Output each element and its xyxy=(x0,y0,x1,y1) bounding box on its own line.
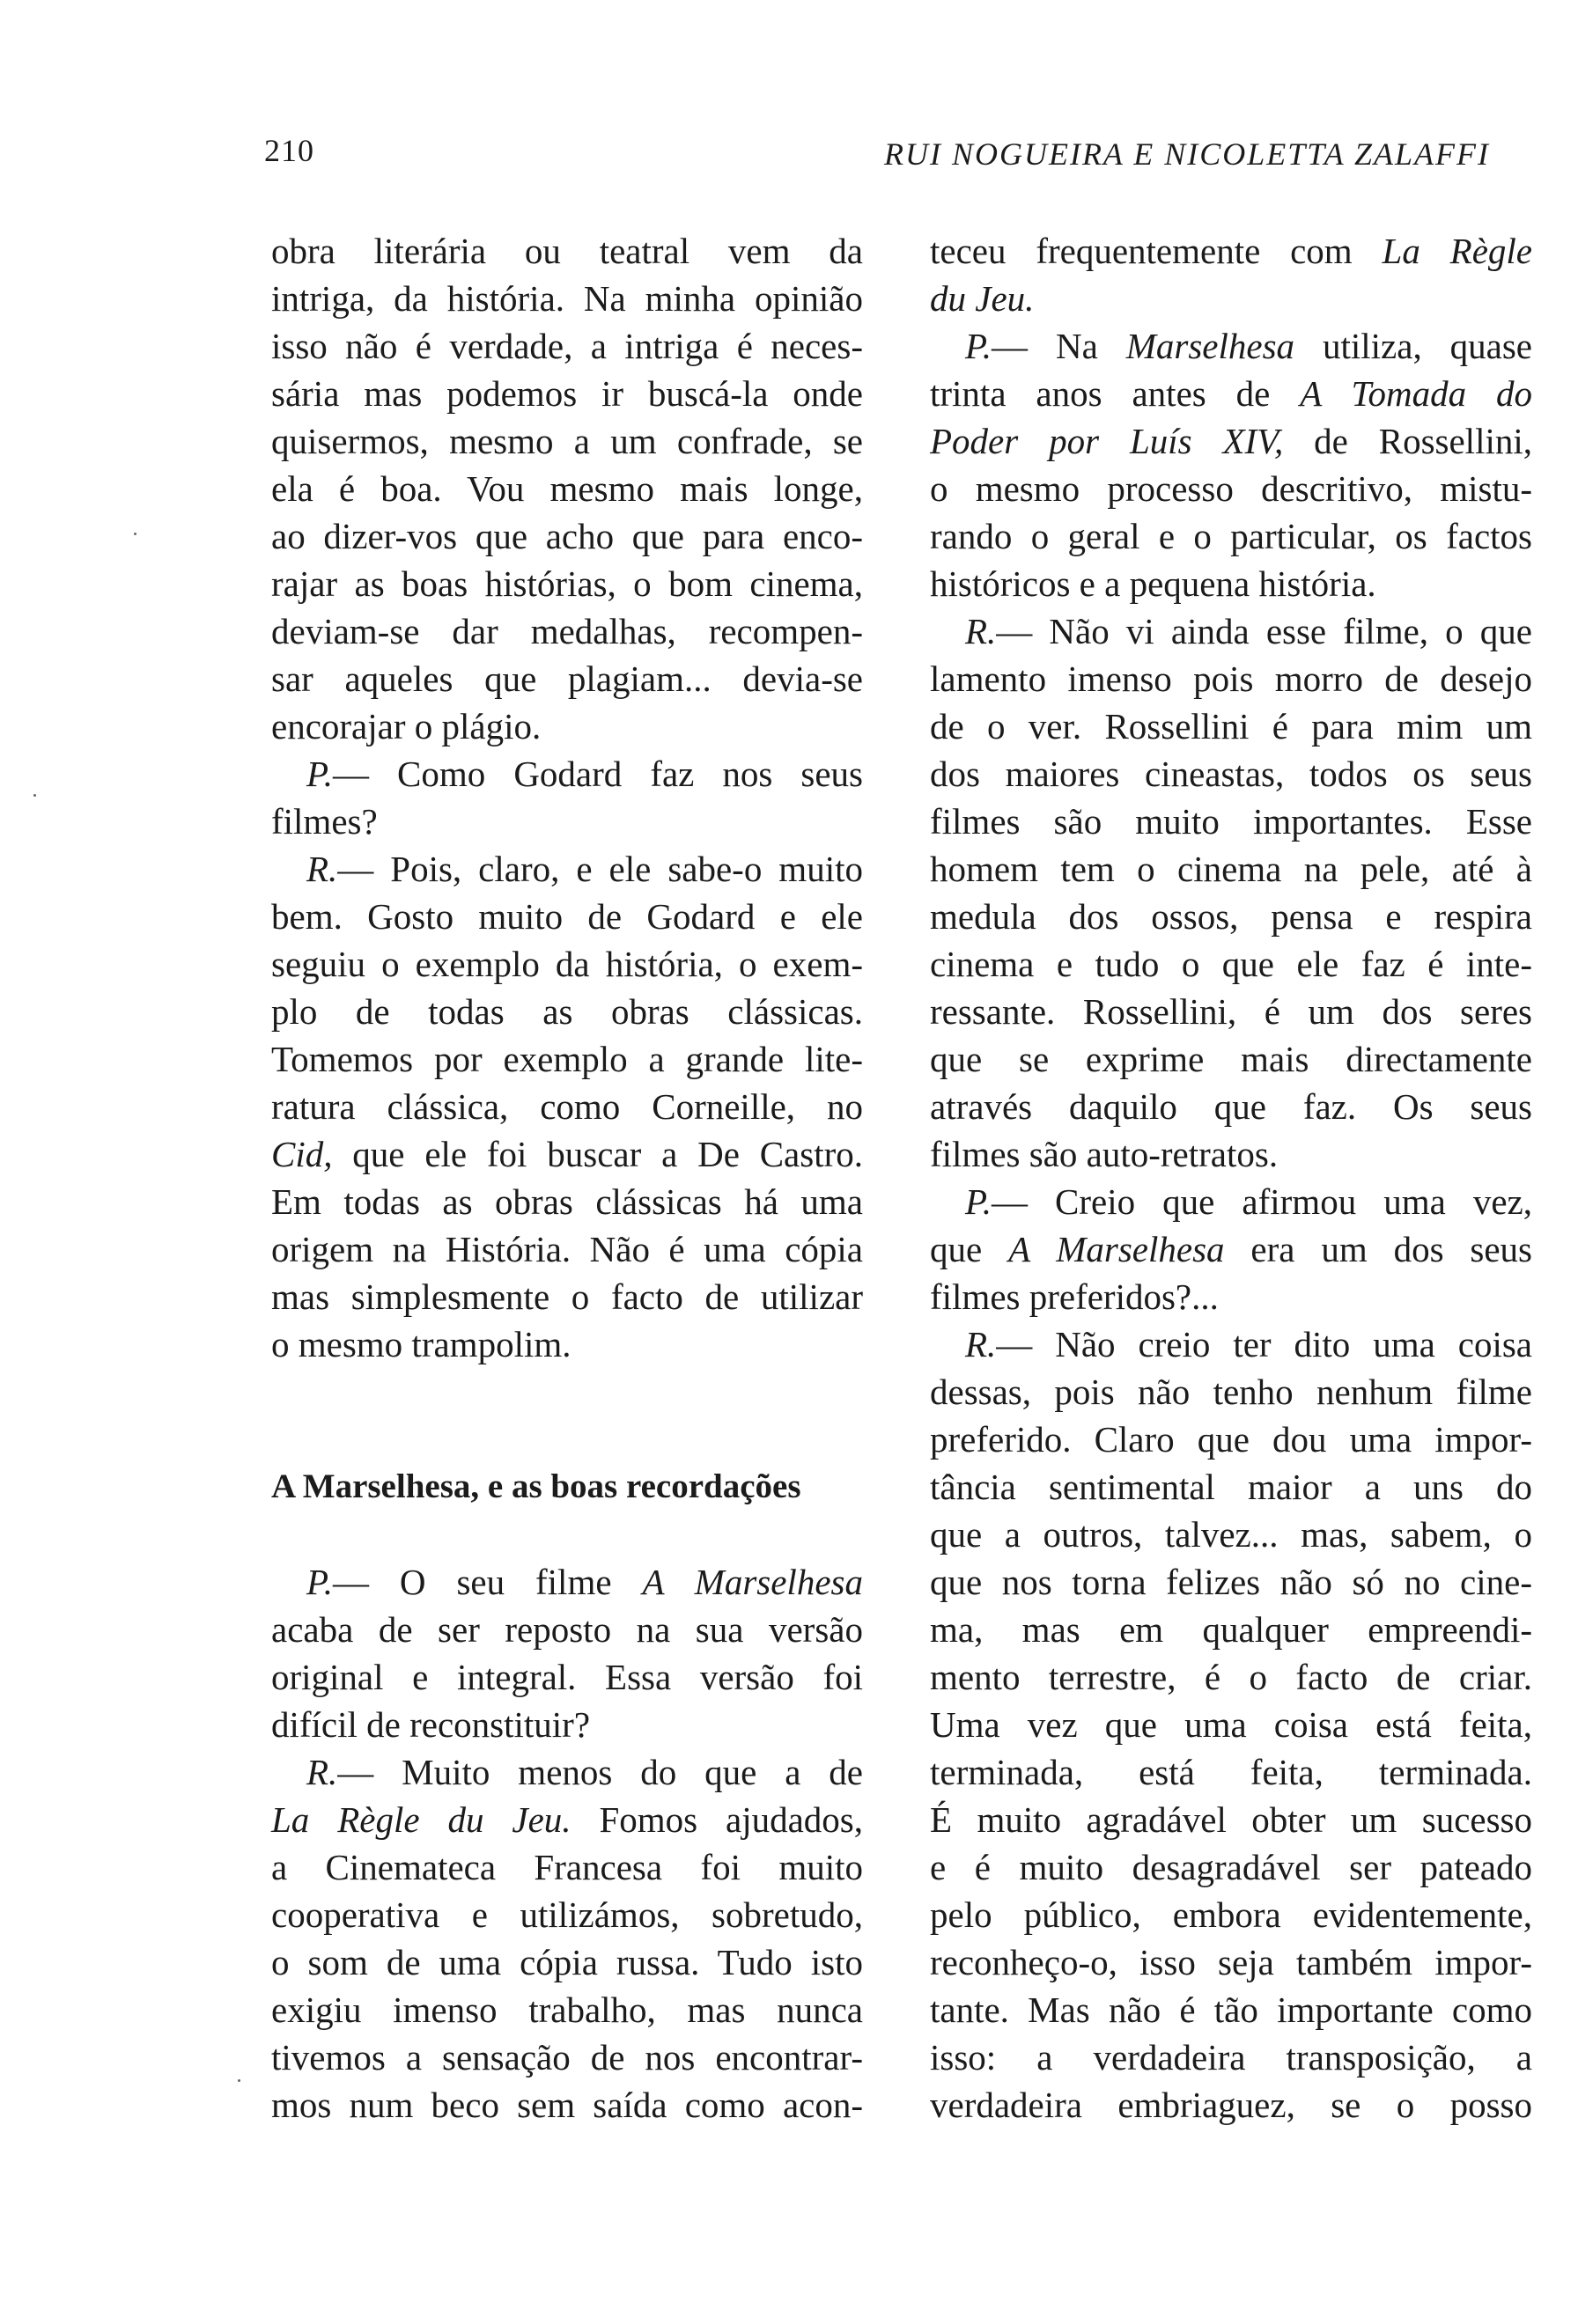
line-text: bem. Gosto muito de Godard e ele xyxy=(271,896,863,937)
text-line xyxy=(271,1035,863,1083)
section-gap-small xyxy=(271,1511,863,1558)
text-line xyxy=(271,1891,863,1938)
line-text: tivemos a sensação de nos encontrar- xyxy=(271,2037,863,2078)
text-line xyxy=(930,2034,1532,2081)
text-line xyxy=(271,702,863,750)
running-head: RUI NOGUEIRA E NICOLETTA ZALAFFI xyxy=(883,136,1490,172)
text-line xyxy=(271,1653,863,1701)
line-text: quisermos, mesmo a um confrade, se xyxy=(271,421,863,461)
line-text: sar aqueles que plagiam... devia-se xyxy=(271,658,863,699)
line-text: obra literária ou teatral vem da xyxy=(271,231,863,271)
text-line xyxy=(930,1463,1532,1511)
line-text: ma, mas em qualquer empreendi- xyxy=(930,1609,1532,1650)
line-text: mas simplesmente o facto de utilizar xyxy=(271,1276,863,1317)
text-line xyxy=(271,2034,863,2081)
text-line xyxy=(271,512,863,560)
text-line xyxy=(930,702,1532,750)
line-text: filmes são muito importantes. Esse xyxy=(930,801,1532,842)
italic-text: A Tomada do xyxy=(1300,373,1532,414)
text-line xyxy=(930,1891,1532,1938)
text-line xyxy=(271,750,863,798)
line-text: Fomos ajudados, xyxy=(571,1799,863,1840)
paper-speck xyxy=(238,2079,240,2082)
line-text: filmes? xyxy=(271,801,378,842)
text-line xyxy=(930,512,1532,560)
text-line xyxy=(271,1606,863,1653)
line-text: teceu frequentemente com xyxy=(930,231,1383,271)
line-text: rajar as boas histórias, o bom cinema, xyxy=(271,563,863,604)
text-line xyxy=(271,655,863,702)
text-line xyxy=(930,1843,1532,1891)
right-column-text xyxy=(930,227,1532,2129)
italic-text: R. xyxy=(965,1324,997,1364)
line-text: filmes preferidos?... xyxy=(930,1276,1219,1317)
line-text: isso: a verdadeira transposição, a xyxy=(930,2037,1532,2078)
italic-text: R. xyxy=(306,1752,338,1792)
text-line xyxy=(930,1083,1532,1130)
line-text: É muito agradável obter um sucesso xyxy=(930,1799,1532,1840)
text-line xyxy=(271,1701,863,1748)
italic-text: R. xyxy=(306,849,338,889)
text-line xyxy=(930,560,1532,607)
line-text: o mesmo processo descritivo, mistu- xyxy=(930,468,1532,509)
text-line xyxy=(271,1843,863,1891)
text-line xyxy=(930,1035,1532,1083)
text-line xyxy=(271,1320,863,1368)
text-line xyxy=(930,750,1532,798)
text-line xyxy=(930,1320,1532,1368)
line-text: — Pois, claro, e ele sabe-o muito xyxy=(337,849,863,889)
italic-text: P. xyxy=(965,326,992,366)
line-text: Em todas as obras clássicas há uma xyxy=(271,1181,863,1222)
text-line xyxy=(271,1178,863,1225)
text-line xyxy=(930,1986,1532,2034)
section-gap xyxy=(271,1368,863,1463)
italic-text: La Règle xyxy=(1382,231,1532,271)
line-text: ressante. Rossellini, é um dos seres xyxy=(930,991,1532,1032)
line-text: rando o geral e o particular, os factos xyxy=(930,516,1532,556)
text-line xyxy=(930,1701,1532,1748)
italic-text: R. xyxy=(965,611,997,651)
text-line xyxy=(930,417,1532,465)
italic-text: du Jeu. xyxy=(930,278,1035,319)
text-line xyxy=(930,1225,1532,1273)
text-line xyxy=(271,940,863,988)
text-line xyxy=(930,1558,1532,1606)
line-text: mento terrestre, é o facto de criar. xyxy=(930,1657,1532,1697)
text-line xyxy=(930,1416,1532,1463)
line-text: terminada, está feita, terminada. xyxy=(930,1752,1532,1792)
text-line xyxy=(271,227,863,275)
line-text: através daquilo que faz. Os seus xyxy=(930,1086,1532,1127)
text-line xyxy=(930,1178,1532,1225)
text-line xyxy=(930,275,1532,322)
italic-text: A Marselhesa xyxy=(1008,1229,1225,1269)
line-text: mos num beco sem saída como acon- xyxy=(271,2085,863,2125)
text-line xyxy=(271,1225,863,1273)
text-line xyxy=(271,1083,863,1130)
line-text: era um dos seus xyxy=(1224,1229,1532,1269)
text-line xyxy=(271,1558,863,1606)
line-text: — Na xyxy=(992,326,1126,366)
line-text: tante. Mas não é tão importante como xyxy=(930,1989,1532,2030)
text-line xyxy=(930,940,1532,988)
line-text: trinta anos antes de xyxy=(930,373,1301,414)
line-text: original e integral. Essa versão foi xyxy=(271,1657,863,1697)
line-text: e é muito desagradável ser pateado xyxy=(930,1847,1532,1887)
text-line xyxy=(271,1273,863,1320)
text-line xyxy=(271,1986,863,2034)
line-text: ratura clássica, como Corneille, no xyxy=(271,1086,863,1127)
text-line xyxy=(271,607,863,655)
line-text: reconheço-o, isso seja também impor- xyxy=(930,1942,1532,1982)
line-text: que nos torna felizes não só no cine- xyxy=(930,1562,1532,1602)
italic-text: La Règle du Jeu. xyxy=(271,1799,571,1840)
line-text: difícil de reconstituir? xyxy=(271,1704,591,1745)
text-line xyxy=(930,845,1532,893)
text-line xyxy=(930,1130,1532,1178)
text-line xyxy=(930,893,1532,940)
text-line xyxy=(271,275,863,322)
left-column-text xyxy=(271,227,863,1368)
line-text: a Cinemateca Francesa foi muito xyxy=(271,1847,863,1887)
line-text: históricos e a pequena história. xyxy=(930,563,1376,604)
text-line xyxy=(930,1511,1532,1558)
left-column-text-after xyxy=(271,1558,863,2129)
line-text: o mesmo trampolim. xyxy=(271,1324,571,1364)
line-text: preferido. Claro que dou uma impor- xyxy=(930,1419,1532,1460)
line-text: homem tem o cinema na pele, até à xyxy=(930,849,1532,889)
line-text: que se exprime mais directamente xyxy=(930,1039,1532,1079)
text-line xyxy=(930,322,1532,370)
line-text: — Muito menos do que a de xyxy=(337,1752,863,1792)
text-line xyxy=(930,1938,1532,1986)
text-line xyxy=(930,1273,1532,1320)
text-line xyxy=(930,2081,1532,2129)
line-text: — Não creio ter dito uma coisa xyxy=(996,1324,1532,1364)
section-heading: A Marselhesa, e as boas recordações xyxy=(271,1467,801,1505)
line-text: intriga, da história. Na minha opinião xyxy=(271,278,863,319)
italic-text: A Marselhesa xyxy=(642,1562,863,1602)
text-line xyxy=(271,560,863,607)
right-column xyxy=(930,227,1532,2129)
text-line xyxy=(930,465,1532,512)
italic-text: Cid, xyxy=(271,1134,333,1174)
line-text: seguiu o exemplo da história, o exem- xyxy=(271,944,863,984)
text-line xyxy=(930,1653,1532,1701)
line-text: de Rossellini, xyxy=(1283,421,1532,461)
text-line xyxy=(271,370,863,417)
line-text: que ele foi buscar a De Castro. xyxy=(332,1134,863,1174)
text-line xyxy=(271,893,863,940)
text-line xyxy=(930,1748,1532,1796)
line-text: verdadeira embriaguez, se o posso xyxy=(930,2085,1532,2125)
line-text: — Não vi ainda esse filme, o que xyxy=(996,611,1532,651)
line-text: lamento imenso pois morro de desejo xyxy=(930,658,1532,699)
line-text: — O seu filme xyxy=(333,1562,643,1602)
line-text: acaba de ser reposto na sua versão xyxy=(271,1609,863,1650)
text-line xyxy=(930,798,1532,845)
text-line xyxy=(930,607,1532,655)
line-text: isso não é verdade, a intriga é neces- xyxy=(271,326,863,366)
line-text: filmes são auto-retratos. xyxy=(930,1134,1279,1174)
line-text: medula dos ossos, pensa e respira xyxy=(930,896,1532,937)
line-text: pelo público, embora evidentemente, xyxy=(930,1894,1532,1935)
line-text: — Como Godard faz nos seus xyxy=(333,754,863,794)
text-line xyxy=(930,1368,1532,1416)
text-line xyxy=(271,798,863,845)
line-text: cinema e tudo o que ele faz é inte- xyxy=(930,944,1532,984)
line-text: o som de uma cópia russa. Tudo isto xyxy=(271,1942,863,1982)
line-text: sária mas podemos ir buscá-la onde xyxy=(271,373,863,414)
line-text: dos maiores cineastas, todos os seus xyxy=(930,754,1532,794)
text-line xyxy=(930,1606,1532,1653)
line-text: de o ver. Rossellini é para mim um xyxy=(930,706,1532,746)
line-text: origem na História. Não é uma cópia xyxy=(271,1229,863,1269)
text-line xyxy=(271,1130,863,1178)
text-line xyxy=(271,322,863,370)
text-line xyxy=(930,988,1532,1035)
text-line xyxy=(930,1796,1532,1843)
italic-text: Marselhesa xyxy=(1125,326,1295,366)
text-line xyxy=(271,1938,863,1986)
text-line xyxy=(271,1796,863,1843)
text-line xyxy=(271,845,863,893)
left-column xyxy=(271,227,863,2129)
line-text: cooperativa e utilizámos, sobretudo, xyxy=(271,1894,863,1935)
line-text: deviam-se dar medalhas, recompen- xyxy=(271,611,863,651)
text-line xyxy=(271,465,863,512)
line-text: plo de todas as obras clássicas. xyxy=(271,991,863,1032)
page-header xyxy=(264,132,1490,185)
text-line xyxy=(930,227,1532,275)
line-text: que xyxy=(930,1229,1009,1269)
line-text: que a outros, talvez... mas, sabem, o xyxy=(930,1514,1532,1555)
text-line xyxy=(271,1748,863,1796)
line-text: ao dizer-vos que acho que para enco- xyxy=(271,516,863,556)
line-text: utiliza, quase xyxy=(1294,326,1533,366)
text-line xyxy=(930,655,1532,702)
paper-speck xyxy=(134,533,136,535)
line-text: tância sentimental maior a uns do xyxy=(930,1467,1532,1507)
italic-text: P. xyxy=(306,1562,334,1602)
line-text: dessas, pois não tenho nenhum filme xyxy=(930,1372,1532,1412)
page-number: 210 xyxy=(264,133,314,168)
text-line xyxy=(271,988,863,1035)
text-line xyxy=(271,2081,863,2129)
line-text: ela é boa. Vou mesmo mais longe, xyxy=(271,468,863,509)
line-text: encorajar o plágio. xyxy=(271,706,542,746)
italic-text: Poder por Luís XIV, xyxy=(930,421,1284,461)
line-text: exigiu imenso trabalho, mas nunca xyxy=(271,1989,863,2030)
line-text: Uma vez que uma coisa está feita, xyxy=(930,1704,1532,1745)
text-line xyxy=(271,417,863,465)
italic-text: P. xyxy=(306,754,334,794)
paper-speck xyxy=(33,794,36,797)
line-text: — Creio que afirmou uma vez, xyxy=(992,1181,1532,1222)
italic-text: P. xyxy=(965,1181,992,1222)
text-line xyxy=(930,370,1532,417)
line-text: Tomemos por exemplo a grande lite- xyxy=(271,1039,863,1079)
